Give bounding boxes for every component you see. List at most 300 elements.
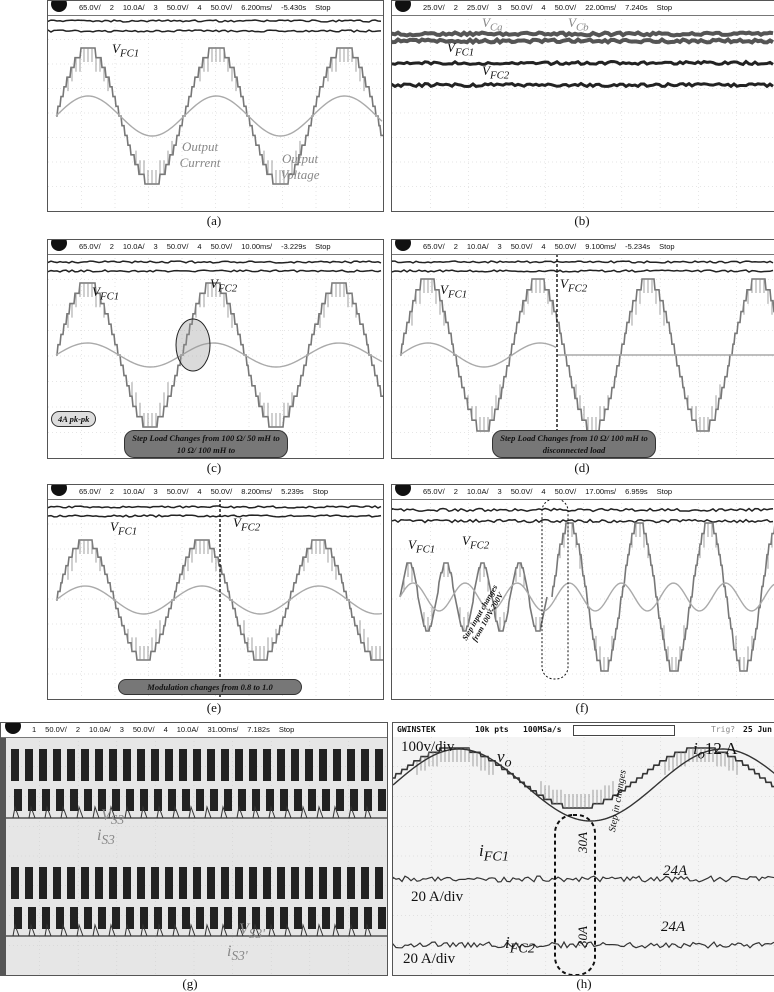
label-30a-1: 30A xyxy=(575,832,590,853)
pwm-pulse xyxy=(375,749,383,781)
pwm-pulse xyxy=(151,749,159,781)
header-item: 1 xyxy=(32,725,37,734)
pwm-pulse xyxy=(42,789,50,811)
label-vcb xyxy=(568,15,589,34)
pwm-pulse xyxy=(123,867,131,899)
pwm-pulse xyxy=(266,907,274,929)
pwm-pulse xyxy=(375,867,383,899)
pwm-pulse xyxy=(224,789,232,811)
pwm-pulse xyxy=(378,789,386,811)
caption-a: (a) xyxy=(206,213,222,228)
pwm-pulse xyxy=(364,907,372,929)
step-note: Step in changes xyxy=(607,769,629,833)
trace-vfc1 xyxy=(392,520,773,523)
pwm-pulse xyxy=(11,749,19,781)
header-item: 6.200ms/ xyxy=(241,3,273,12)
header-item: -5.234s xyxy=(625,242,651,251)
pwm-pulse xyxy=(179,749,187,781)
channel-dot-icon xyxy=(5,723,21,734)
header-item: 50.0V/ xyxy=(45,725,67,734)
label-sub: FC1 xyxy=(117,525,138,538)
pwm-pulse xyxy=(308,789,316,811)
pwm-pulse xyxy=(25,867,33,899)
label-vfc1 xyxy=(440,282,467,301)
pwm-pulse xyxy=(263,867,271,899)
pwm-pulse xyxy=(347,867,355,899)
pwm-pulse xyxy=(182,907,190,929)
pwm-pulse xyxy=(291,749,299,781)
pwm-pulse xyxy=(28,907,36,929)
pwm-pulse xyxy=(249,867,257,899)
header-item: 50.0V/ xyxy=(554,242,577,251)
header-item: 2 xyxy=(75,725,81,734)
label-vfc2 xyxy=(560,276,587,295)
pwm-pulse xyxy=(221,867,229,899)
header-item: 50.0V/ xyxy=(510,3,533,12)
pwm-pulse xyxy=(308,907,316,929)
pwm-pulse xyxy=(165,867,173,899)
header-item: 17.00ms/ xyxy=(585,487,617,496)
trace-vfc1 xyxy=(392,270,773,272)
label-sub: Cb xyxy=(575,21,589,34)
pwm-pulse xyxy=(347,749,355,781)
label-sub: FC2 xyxy=(469,539,490,552)
pwm-pulse xyxy=(109,749,117,781)
modulation-note: Modulation changes from 0.8 to 1.0 xyxy=(118,679,302,695)
channel-dot-icon xyxy=(51,1,67,12)
header-item: 10.0A/ xyxy=(122,487,145,496)
label-text: V xyxy=(447,40,455,55)
header-item: 4 xyxy=(197,3,202,12)
header-item: 10.0A/ xyxy=(122,3,145,12)
caption-d: (d) xyxy=(574,460,590,475)
header-item: 2 xyxy=(109,3,114,12)
points-readout: 10k pts xyxy=(475,725,509,734)
label-vfc1 xyxy=(447,40,474,59)
scope-header-a xyxy=(48,1,383,16)
header-item: 5.239s xyxy=(281,487,304,496)
trace-vfc1 xyxy=(48,515,381,517)
label-vca xyxy=(482,15,503,34)
pwm-pulse xyxy=(39,749,47,781)
pwm-pulse xyxy=(39,867,47,899)
channel-dot-icon xyxy=(51,240,67,251)
pwm-pulse xyxy=(210,907,218,929)
header-item: Stop xyxy=(312,487,329,496)
header-item: 50.0V/ xyxy=(554,3,577,12)
pwm-pulse xyxy=(109,867,117,899)
pwm-pulse xyxy=(179,867,187,899)
trace-output-current xyxy=(56,343,382,367)
trig-status: Trig? xyxy=(711,725,736,734)
pwm-pulse xyxy=(210,789,218,811)
header-item: 7.182s xyxy=(247,725,270,734)
pwm-pulse xyxy=(322,907,330,929)
label-sub: o xyxy=(697,746,705,763)
caption-g: (g) xyxy=(182,976,198,991)
pwm-pulse xyxy=(95,867,103,899)
header-item: 50.0V/ xyxy=(554,487,577,496)
header-item: 2 xyxy=(453,3,458,12)
label-text: v xyxy=(497,747,505,766)
waveform-c xyxy=(48,240,383,458)
scope-panel-f xyxy=(391,484,774,700)
scope-panel-g xyxy=(0,722,388,976)
header-item: 4 xyxy=(197,242,202,251)
header-item: 8.200ms/ xyxy=(241,487,273,496)
header-item: 3 xyxy=(497,242,502,251)
label-text: V xyxy=(101,807,111,824)
pwm-pulse xyxy=(361,867,369,899)
label-vs3 xyxy=(101,807,124,828)
pwm-pulse xyxy=(294,907,302,929)
pwm-pulse xyxy=(294,789,302,811)
header-item: 50.0V/ xyxy=(166,3,189,12)
label-text: V xyxy=(112,41,120,56)
pwm-pulse xyxy=(221,749,229,781)
pwm-pulse xyxy=(277,749,285,781)
header-item: 31.00ms/ xyxy=(207,725,239,734)
label-sub: S3' xyxy=(248,926,265,942)
header-item: -3.229s xyxy=(281,242,307,251)
trace-vfc1-top xyxy=(48,261,381,263)
label-sub: o xyxy=(504,754,512,771)
pwm-pulse xyxy=(207,867,215,899)
trace-vfc1 xyxy=(48,270,381,272)
label-sub: FC1 xyxy=(415,543,436,556)
label-vfc1 xyxy=(112,41,139,60)
label-vfc1 xyxy=(408,537,435,556)
date-readout: 25 Jun xyxy=(743,725,772,734)
header-item: 2 xyxy=(453,242,458,251)
pwm-pulse xyxy=(81,749,89,781)
scope-panel-h xyxy=(392,722,774,976)
trace-vfc-high xyxy=(392,509,773,512)
header-item: 25.0V/ xyxy=(466,3,489,12)
header-item: 50.0V/ xyxy=(510,487,533,496)
label-vfc1 xyxy=(110,519,137,538)
header-item: Stop xyxy=(659,242,675,251)
pwm-pulse xyxy=(333,867,341,899)
header-item: 3 xyxy=(119,725,124,734)
scope-header-g xyxy=(1,723,387,738)
pwm-pulse xyxy=(154,907,162,929)
pwm-pulse xyxy=(364,789,372,811)
label-sub: S3' xyxy=(231,948,248,964)
pwm-pulse xyxy=(263,749,271,781)
pwm-pulse xyxy=(336,789,344,811)
label-text: i xyxy=(97,827,102,844)
header-item: Stop xyxy=(315,242,331,251)
header-item: 2 xyxy=(109,487,114,496)
waveform-d xyxy=(392,240,774,458)
label-output-voltage: Output Voltage xyxy=(280,151,320,182)
scope-header-c xyxy=(48,240,383,255)
label-text: V xyxy=(110,519,118,534)
label-vo xyxy=(497,747,512,771)
pwm-pulse xyxy=(252,789,260,811)
step-input-highlight xyxy=(542,499,568,679)
header-item: 10.0A/ xyxy=(122,242,145,251)
scope-left-edge xyxy=(1,735,6,975)
memory-bar xyxy=(573,725,675,736)
pwm-pulse xyxy=(277,867,285,899)
header-item: 65.0V/ xyxy=(79,242,101,251)
label-sub: S3 xyxy=(101,832,115,848)
header-item: 4 xyxy=(541,242,546,251)
label-20a-div-1: 20 A/div xyxy=(411,889,464,905)
label-output-current: Output Current xyxy=(179,139,221,170)
pwm-pulse xyxy=(336,907,344,929)
header-item: 3 xyxy=(153,3,158,12)
pwm-pulse xyxy=(322,789,330,811)
label-text: V xyxy=(210,276,218,291)
header-item: 10.0A/ xyxy=(89,725,111,734)
rate-readout: 100MSa/s xyxy=(523,725,562,734)
header-item: 65.0V/ xyxy=(423,242,445,251)
label-sub: FC2 xyxy=(240,521,261,534)
trace-vfc1 xyxy=(392,62,773,65)
label-vfc2 xyxy=(482,63,509,82)
scope-header-f xyxy=(392,485,774,500)
pwm-pulse xyxy=(319,867,327,899)
header-item: 65.0V/ xyxy=(79,3,101,12)
pwm-pulse xyxy=(11,867,19,899)
scope-panel-b xyxy=(391,0,774,212)
pwm-pulse xyxy=(81,867,89,899)
pwm-pulse xyxy=(137,867,145,899)
header-item: 50.0V/ xyxy=(166,242,189,251)
caption-e: (e) xyxy=(206,700,222,715)
header-item: 2 xyxy=(453,487,458,496)
label-sub: FC1 xyxy=(483,848,509,865)
pwm-pulse xyxy=(193,867,201,899)
header-item: 50.0V/ xyxy=(132,725,155,734)
label-20a-div-2: 20 A/div xyxy=(403,951,456,967)
pwm-pulse xyxy=(112,907,120,929)
gwinstek-header xyxy=(393,723,774,737)
header-item: 10.0A/ xyxy=(466,242,489,251)
label-text: i xyxy=(227,943,232,960)
pwm-pulse xyxy=(291,867,299,899)
label-text: i xyxy=(505,933,510,952)
scope-panel-a xyxy=(47,0,384,212)
pwm-pulse xyxy=(123,749,131,781)
label-text: V xyxy=(239,921,249,938)
header-item: 50.0V/ xyxy=(166,487,189,496)
pwm-pulse xyxy=(305,749,313,781)
pwm-pulse xyxy=(151,867,159,899)
pwm-pulse xyxy=(165,749,173,781)
brand-logo: GWINSTEK xyxy=(397,725,436,734)
header-item: 7.240s xyxy=(625,3,648,12)
label-sub: FC1 xyxy=(454,46,475,59)
label-ifc1 xyxy=(479,841,509,865)
trace-vfc1-top xyxy=(48,20,381,22)
header-item: 50.0V/ xyxy=(510,242,533,251)
pwm-pulse xyxy=(154,789,162,811)
header-item: 50.0V/ xyxy=(210,3,233,12)
header-item: 22.00ms/ xyxy=(585,3,617,12)
header-item: 50.0V/ xyxy=(210,242,233,251)
label-text: V xyxy=(482,15,490,30)
label-text: V xyxy=(568,15,576,30)
pwm-pulse xyxy=(137,749,145,781)
header-item: 9.100ms/ xyxy=(585,242,617,251)
pwm-pulse xyxy=(28,789,36,811)
step-load-note: Step Load Changes from 100 Ω/ 50 mH to 10 Ω/ 100 mH to xyxy=(124,430,288,458)
header-item: Stop xyxy=(315,3,331,12)
pwm-pulse xyxy=(207,749,215,781)
pwm-pulse xyxy=(140,789,148,811)
label-24a-1: 24A xyxy=(663,863,688,879)
pwm-pulse xyxy=(235,867,243,899)
pkpk-badge: 4A pk-pk xyxy=(51,411,96,427)
label-sub: FC1 xyxy=(447,288,468,301)
caption-b: (b) xyxy=(574,213,590,228)
header-item: 4 xyxy=(541,487,546,496)
channel-dot-icon xyxy=(51,485,67,496)
header-item: 50.0V/ xyxy=(210,487,233,496)
header-item: 4 xyxy=(541,3,546,12)
scope-header-e xyxy=(48,485,383,500)
trace-vfc2 xyxy=(392,84,773,87)
pwm-pulse xyxy=(196,907,204,929)
pwm-pulse xyxy=(140,907,148,929)
label-vfc1 xyxy=(92,284,119,303)
label-is3 xyxy=(97,827,115,848)
label-sub: FC1 xyxy=(99,290,120,303)
trace-output-voltage xyxy=(56,283,383,427)
label-io xyxy=(693,739,737,763)
pwm-pulse xyxy=(361,749,369,781)
trace-vfc1-top xyxy=(48,506,381,508)
header-item: Stop xyxy=(656,487,673,496)
pwm-pulse xyxy=(67,867,75,899)
highlight-ellipse xyxy=(176,319,210,371)
trace-vfc1 xyxy=(48,30,381,32)
header-item: 65.0V/ xyxy=(79,487,101,496)
pwm-pulse xyxy=(95,749,103,781)
pwm-pulse xyxy=(67,749,75,781)
label-24a-2: 24A xyxy=(661,919,686,935)
label-text: V xyxy=(560,276,568,291)
scope-panel-c xyxy=(47,239,384,459)
label-sub: FC2 xyxy=(217,282,238,295)
pwm-pulse xyxy=(98,907,106,929)
trace-output-current xyxy=(56,586,382,614)
header-item: 3 xyxy=(153,242,158,251)
pwm-pulse xyxy=(70,789,78,811)
label-sub: FC2 xyxy=(567,282,588,295)
pwm-pulse xyxy=(333,749,341,781)
label-30a-2: 30A xyxy=(575,926,590,947)
label-text: V xyxy=(92,284,100,299)
header-item: 3 xyxy=(153,487,158,496)
trace-vfc1-top xyxy=(392,261,773,263)
waveform-a xyxy=(48,1,383,211)
header-item: 6.959s xyxy=(625,487,648,496)
step-load-note: Step Load Changes from 10 Ω/ 100 mH to disconnected load xyxy=(492,430,656,458)
label-vfc2 xyxy=(210,276,237,295)
pwm-pulse xyxy=(266,789,274,811)
label-sub: Ca xyxy=(489,21,503,34)
pwm-pulse xyxy=(42,907,50,929)
caption-f: (f) xyxy=(575,700,589,715)
header-item: 2 xyxy=(109,242,114,251)
channel-dot-icon xyxy=(395,240,411,251)
header-item: 10.00ms/ xyxy=(241,242,273,251)
header-item: 3 xyxy=(497,487,502,496)
pwm-pulse xyxy=(319,749,327,781)
label-sub: S3 xyxy=(110,812,125,828)
pwm-pulse xyxy=(70,907,78,929)
pwm-pulse xyxy=(84,907,92,929)
header-item: 3 xyxy=(497,3,502,12)
channel-dot-icon xyxy=(395,1,411,12)
caption-h: (h) xyxy=(576,976,592,991)
pwm-pulse xyxy=(84,789,92,811)
pwm-pulse xyxy=(196,789,204,811)
pwm-pulse xyxy=(249,749,257,781)
label-sub: FC2 xyxy=(509,940,535,957)
channel-dot-icon xyxy=(395,485,411,496)
pwm-pulse xyxy=(193,749,201,781)
header-item: Stop xyxy=(278,725,295,734)
header-item: 10.0A/ xyxy=(466,487,489,496)
waveform-f xyxy=(392,485,774,699)
label-text: V xyxy=(440,282,448,297)
header-item: 4 xyxy=(163,725,168,734)
step-input-note: Step input changes from 100V-200V xyxy=(460,583,506,644)
label-value: 12 A xyxy=(704,739,738,758)
label-text: V xyxy=(408,537,416,552)
label-100v-div: 100v/div xyxy=(401,739,455,755)
label-vs3-prime xyxy=(239,921,265,942)
caption-c: (c) xyxy=(206,460,222,475)
waveform-g xyxy=(1,723,387,975)
scope-header-d xyxy=(392,240,774,255)
label-sub: FC2 xyxy=(489,69,510,82)
pwm-pulse xyxy=(235,749,243,781)
scope-panel-e xyxy=(47,484,384,700)
header-item: Stop xyxy=(656,3,673,12)
label-vfc2 xyxy=(462,533,489,552)
pwm-pulse xyxy=(378,907,386,929)
pwm-pulse xyxy=(53,867,61,899)
label-is3-prime xyxy=(227,943,248,964)
header-item: 65.0V/ xyxy=(423,487,445,496)
scope-header-b xyxy=(392,1,774,16)
scope-panel-d xyxy=(391,239,774,459)
pwm-pulse xyxy=(25,749,33,781)
waveform-e xyxy=(48,485,383,699)
label-text: V xyxy=(482,63,490,78)
trace-output-current xyxy=(400,343,556,367)
pwm-pulse xyxy=(224,907,232,929)
label-ifc2 xyxy=(505,933,535,957)
label-text: V xyxy=(233,515,241,530)
header-item: 10.0A/ xyxy=(176,725,199,734)
label-text: i xyxy=(479,841,484,860)
trace-output-current xyxy=(56,96,382,136)
pwm-pulse xyxy=(53,749,61,781)
header-item: 25.0V/ xyxy=(423,3,445,12)
label-text: i xyxy=(693,739,698,758)
label-sub: FC1 xyxy=(119,47,140,60)
label-vfc2 xyxy=(233,515,260,534)
pwm-pulse xyxy=(305,867,313,899)
